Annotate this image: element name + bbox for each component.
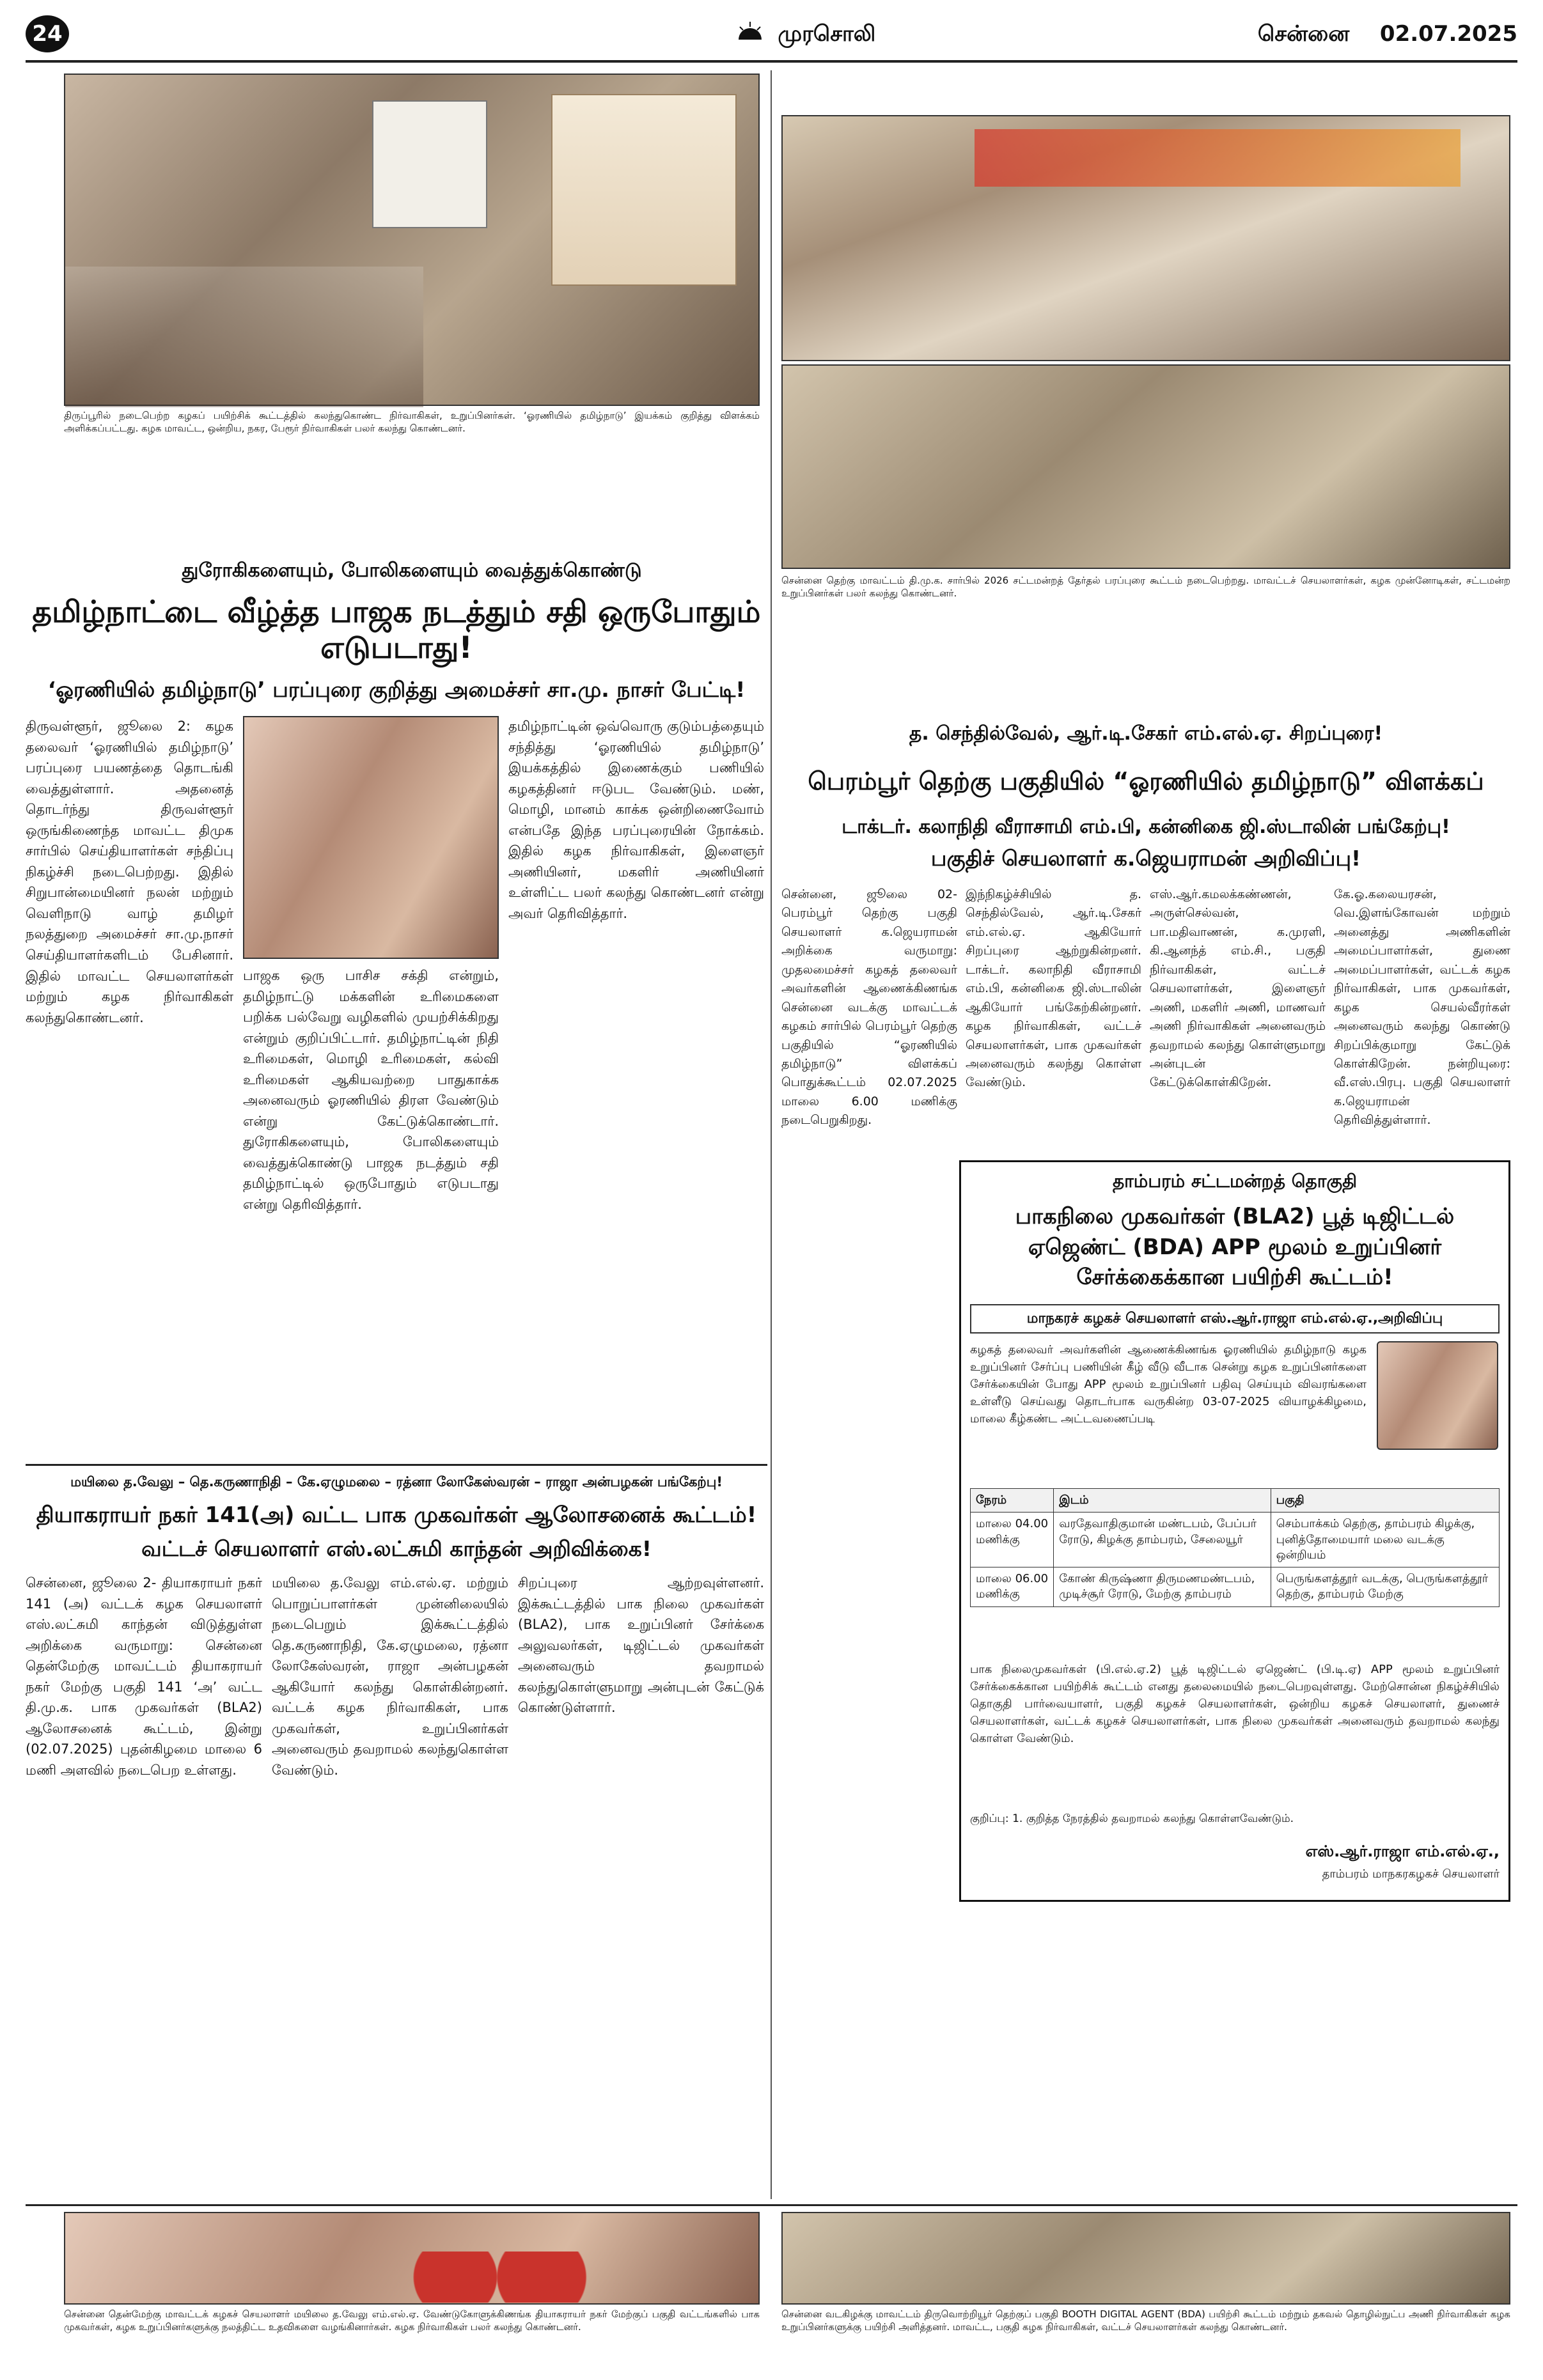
photo-caption-training: திருப்பூரில் நடைபெற்ற கழகப் பயிற்சிக் கூட்டத்தில் கலந்துகொண்ட நிர்வாகிகள், உறுப்பினர்கள். ‘ஓரணியில் தமிழ்நாடு’ இயக்கம் குறித்து விளக்கம் அளிக்கப்பட்டது. கழக மாவட்ட, ஒன்றிய, நகர, பேரூர் நிர்வாகிகள் பலர் கலந்து கொண்டனர். [64, 410, 760, 435]
schedule-table [970, 1488, 1500, 1607]
notice-section-title: தாம்பரம் சட்டமன்றத் தொகுதி [1112, 1171, 1358, 1192]
article-subhead2-perambur: பகுதிச் செயலாளர் க.ஜெயராமன் அறிவிப்பு! [930, 846, 1361, 871]
schedule-table-header [971, 1489, 1500, 1513]
article-body-nasar-col2: பாஜக ஒரு பாசிச சக்தி என்றும், தமிழ்நாட்டு மக்களின் உரிமைகளை பறிக்க பல்வேறு வழிகளில் முயற்சிக்கிறது என்றும் குறிப்பிட்டார். தமிழ்நாட்டின் நிதி உரிமைகள், மொழி உரிமைகள், கல்வி உரிமைகள் ஆகியவற்றை பாதுகாக்க அனைவரும் ஓரணியில் திரள வேண்டும் என்று கேட்டுக்கொண்டார். துரோகிகளையும், போலிகளையும் வைத்துக்கொண்டு பாஜக நடத்தும் சதி தமிழ்நாட்டில் ஒருபோதும் எடுபடாது என்று தெரிவித்தார். [243, 968, 499, 1213]
page-number-badge [26, 15, 69, 52]
cell-area: செம்பாக்கம் தெற்கு, தாம்பரம் கிழக்கு, புனித்தோமையார் மலை வடக்கு ஒன்றியம் [1271, 1513, 1499, 1567]
article-headline-thyagaraya: தியாகராயர் நகர் 141(அ) வட்ட பாக முகவர்கள் ஆலோசனைக் கூட்டம்! [36, 1502, 757, 1528]
bottom-section-rule [26, 2204, 1517, 2206]
photo-sr-raja [1377, 1341, 1498, 1450]
article-kicker-thyagaraya: மயிலை த.வேலு – தெ.கருணாநிதி – கே.ஏழுமலை – ரத்னா லோகேஸ்வரன் – ராஜா அன்பழகன் பங்கேற்பு! [70, 1474, 723, 1489]
schedule-table-wrap [970, 1488, 1500, 1654]
paper-logo [703, 15, 908, 52]
column-divider-top [771, 70, 772, 2199]
notice-note: குறிப்பு: 1. குறித்த நேரத்தில் தவறாமல் கலந்து கொள்ளவேண்டும். [970, 1812, 1294, 1825]
masthead-city-date [1198, 15, 1517, 52]
cell-time: மாலை 06.00 மணிக்கு [971, 1567, 1054, 1607]
article-headline-nasar: தமிழ்நாட்டை வீழ்த்த பாஜக நடத்தும் சதி ஒருபோதும் எடுபடாது! [32, 595, 761, 666]
col-header-time: நேரம் [971, 1489, 1054, 1513]
notice-body: பாக நிலைமுகவர்கள் (பி.எல்.ஏ.2) பூத் டிஜிட்டல் ஏஜெண்ட் (பி.டி.ஏ) APP மூலம் உறுப்பினர் சேர்க்கைக்கான பயிற்சிக் கூட்டம் எனது தலைமையில் நடைபெறவுள்ளது. மேற்சொன்ன நிகழ்ச்சியில் தொகுதி பார்வையாளர், பகுதி கழகச் செயலாளர்கள், ஒன்றிய கழகச் செயலாளர், துணைச் செயலாளர்கள், வட்டக் கழகச் செயலாளர்கள், பாக நிலை முகவர்கள் அனைவரும் தவறாமல் கலந்து கொள்ள வேண்டும். [970, 1663, 1500, 1745]
paper-name: முரசொலி [778, 21, 876, 47]
projector-screen [372, 100, 487, 228]
notice-box-tambaram [959, 1160, 1510, 1902]
stage-banner [551, 94, 737, 286]
masthead [26, 12, 1517, 58]
photo-caption-campaign: சென்னை தெற்கு மாவட்டம் தி.மு.க. சார்பில் 2026 சட்டமன்றத் தேர்தல் பரப்புரை கூட்டம் நடைபெற்றது. மாவட்டச் செயலாளர்கள், கழக முன்னோடிகள், சட்டமன்ற உறுப்பினர்கள் பலர் கலந்து கொண்டனர். [781, 575, 1510, 600]
article-headline-perambur: பெரம்பூர் தெற்கு பகுதியில் “ஓரணியில் தமிழ்நாடு” விளக்கப் [808, 767, 1484, 795]
notice-signature-title: தாம்பரம் மாநகரகழகச் செயலாளர் [1322, 1867, 1500, 1881]
article-body-thyagaraya-col2: மயிலை த.வேலு எம்.எல்.ஏ. மற்றும் பொறுப்பாளர்கள் முன்னிலையில் நடைபெறும் இக்கூட்டத்தில் தெ.கருணாநிதி, கே.ஏழுமலை, ரத்னா லோகேஸ்வரன், ராஜா அன்பழகன் ஆகியோர் கலந்து கொள்கின்றனர். வட்டக் கழக நிர்வாகிகள், பாக முகவர்கள், உறுப்பினர்கள் அனைவரும் தவறாமல் கலந்துகொள்ள வேண்டும். [272, 1575, 508, 1778]
page-number: 24 [32, 21, 63, 47]
table-row [971, 1567, 1500, 1607]
article-body-perambur-col4: கே.ஓ.கலையரசன், வெ.இளங்கோவன் மற்றும் அனைத்து அணிகளின் அமைப்பாளர்கள், துணை அமைப்பாளர்கள், வட்டக் கழக நிர்வாகிகள், பாக முகவர்கள், கழக செயல்வீரர்கள் அனைவரும் கலந்து கொண்டு சிறப்பிக்குமாறு கேட்டுக் கொள்கிறேன். நன்றியுரை: வீ.எஸ்.பிரபு. பகுதி செயலாளர் க.ஜெயராமன் தெரிவித்துள்ளார். [1334, 887, 1510, 1128]
photo-bottom-left [64, 2212, 760, 2305]
notice-signature: எஸ்.ஆர்.ராஜா எம்.எல்.ஏ., [1305, 1842, 1500, 1860]
article-body-perambur-col1: சென்னை, ஜூலை 02- பெரம்பூர் தெற்கு பகுதி செயலாளர் க.ஜெயராமன் அறிக்கை வருமாறு: முதலமைச்சர் கழகத் தலைவர் அவர்களின் ஆணைக்கிணங்க சென்னை வடக்கு மாவட்டக் கழகம் சார்பில் பெரம்பூர் தெற்கு பகுதியில் “ஓரணியில் தமிழ்நாடு” விளக்கப் பொதுக்கூட்டம் 02.07.2025 மாலை 6.00 மணிக்கு நடைபெறுகிறது. [781, 887, 957, 1128]
article-body-perambur-col3: எஸ்.ஆர்.கமலக்கண்ணன், அருள்செல்வன், பா.மதிவாணன், க.முரளி, கி.ஆனந்த் எம்.சி., பகுதி நிர்வாகிகள், வட்டச் செயலாளர்கள், இளைஞர் அணி, மகளிர் அணி, மாணவர் அணி நிர்வாகிகள் அனைவரும் தவறாமல் கலந்து கொள்ளுமாறு அன்புடன் கேட்டுக்கொள்கிறேன். [1150, 887, 1326, 1090]
photo-training-meeting [64, 74, 760, 406]
audience-area [65, 267, 423, 407]
cell-area: பெருங்களத்தூர் வடக்கு, பெருங்களத்தூர் தெற்கு, தாம்பரம் மேற்கு [1271, 1567, 1499, 1607]
article-subhead-perambur: டாக்டர். கலாநிதி வீராசாமி எம்.பி, கன்னிகை ஜி.ஸ்டாலின் பங்கேற்பு! [842, 816, 1450, 838]
cell-place: கோண் கிருஷ்ணா திருமணமண்டபம், முடிச்சூர் ரோடு, மேற்கு தாம்பரம் [1054, 1567, 1271, 1607]
article-body-perambur-col2: இந்நிகழ்ச்சியில் த. செந்தில்வேல், ஆர்.டி.சேகர் எம்.எல்.ஏ. ஆகியோர் சிறப்புரை ஆற்றுகின்றனர். டாக்டர். கலாநிதி வீராசாமி எம்.பி, கன்னிகை ஜி.ஸ்டாலின் ஆகியோர் பங்கேற்கின்றனர். கழக நிர்வாகிகள், வட்டச் செயலாளர்கள், பாக முகவர்கள் அனைவரும் கலந்து கொள்ள வேண்டும். [966, 887, 1141, 1090]
section-rule-left [26, 1464, 767, 1466]
cell-place: வரதேவாதிகுமான் மண்டபம், பேப்பர் ரோடு, கிழக்கு தாம்பரம், சேலையூர் [1054, 1513, 1271, 1567]
cell-time: மாலை 04.00 மணிக்கு [971, 1513, 1054, 1567]
photo-minister-press-meet [243, 716, 499, 959]
article-body-nasar-col1: திருவள்ளூர், ஜூலை 2: கழக தலைவர் ‘ஓரணியில் தமிழ்நாடு’ பரப்புரை பயணத்தை தொடங்கி வைத்துள்ளார். அதனைத் தொடர்ந்து திருவள்ளூர் ஒருங்கிணைந்த மாவட்ட திமுக சார்பில் செய்தியாளர்கள் சந்திப்பு நிகழ்ச்சி நடைபெற்றது. இதில் சிறுபான்மையினர் நலன் மற்றும் வெளிநாடு வாழ் தமிழர் நலத்துறை அமைச்சர் சா.மு.நாசர் செய்தியாளர்களிடம் பேசினார். இதில் மாவட்ட செயலாளர்கள் மற்றும் கழக நிர்வாகிகள் கலந்துகொண்டனர். [26, 719, 233, 1025]
notice-intro: கழகத் தலைவர் அவர்களின் ஆணைக்கிணங்க ஓரணியில் தமிழ்நாடு கழக உறுப்பினர் சேர்ப்பு பணியின் கீழ் வீடு வீடாக சென்று கழக உறுப்பினர்களை சேர்க்கையின் போது APP மூலம் உறுப்பினர் பதிவு செய்யும் விவரங்களை உள்ளீடு செய்வது தொடர்பாக வருகின்ற 03-07-2025 வியாழக்கிழமை, மாலை கீழ்கண்ட அட்டவணைப்படி [970, 1343, 1367, 1426]
masthead-rule [26, 60, 1517, 63]
notice-headline: பாகநிலை முகவர்கள் (BLA2) பூத் டிஜிட்டல் ஏஜெண்ட் (BDA) APP மூலம் உறுப்பினர் சேர்க்கைக்கான பயிற்சி கூட்டம்! [1015, 1204, 1455, 1291]
article-subhead-thyagaraya: வட்டச் செயலாளர் எஸ்.லட்சுமி காந்தன் அறிவிக்கை! [141, 1536, 652, 1561]
col-header-place: இடம் [1054, 1489, 1271, 1513]
photo-campaign-audience [781, 364, 1510, 569]
rising-sun-icon [736, 17, 764, 54]
city: சென்னை [1257, 21, 1350, 47]
photo-caption-bda-training: சென்னை வடகிழக்கு மாவட்டம் திருவொற்றியூர் தெற்குப் பகுதி BOOTH DIGITAL AGENT (BDA) பயிற்சி கூட்டம் மற்றும் தகவல் தொழில்நுட்ப அணி நிர்வாகிகள் கழக உறுப்பினர்களுக்கு பயிற்சி அளித்தனர். மாவட்ட, பகுதி கழக நிர்வாகிகள், வட்டச் செயலாளர்கள் கலந்து கொண்டனர். [781, 2308, 1510, 2333]
article-body-thyagaraya-col3: சிறப்புரை ஆற்றவுள்ளனர். இக்கூட்டத்தில் பாக நிலை முகவர்கள் (BLA2), பாக உறுப்பினர் சேர்க்கை அலுவலர்கள், டிஜிட்டல் முகவர்கள் அனைவரும் தவறாமல் கலந்துகொள்ளுமாறு அன்புடன் கேட்டுக் கொண்டுள்ளார். [518, 1575, 764, 1716]
article-kicker-nasar: துரோகிகளையும், போலிகளையும் வைத்துக்கொண்டு [182, 559, 642, 582]
article-body-nasar-col3: தமிழ்நாட்டின் ஒவ்வொரு குடும்பத்தையும் சந்தித்து ‘ஓரணியில் தமிழ்நாடு’ இயக்கத்தில் இணைக்கும் பணியில் கழகத்தினர் ஈடுபட வேண்டும். மண், மொழி, மானம் காக்க ஒன்றிணைவோம் என்பதே இந்த பரப்புரையின் நோக்கம். இதில் கழக நிர்வாகிகள், இளைஞர் அணியினர், மகளிர் அணியினர் உள்ளிட்ட பலர் கலந்து கொண்டனர் என்று அவர் தெரிவித்தார். [508, 719, 764, 921]
article-body-thyagaraya-col1: சென்னை, ஜூலை 2- தியாகராயர் நகர் 141 (அ) வட்டக் கழக செயலாளர் எஸ்.லட்சுமி காந்தன் விடுத்துள்ள அறிக்கை வருமாறு: சென்னை தென்மேற்கு மாவட்டம் தியாகராயர் நகர் மேற்கு பகுதி 141 ‘அ’ வட்ட தி.மு.க. பாக முகவர்கள் (BLA2) ஆலோசனைக் கூட்டம், இன்று (02.07.2025) புதன்கிழமை மாலை 6 மணி அளவில் நடைபெற உள்ளது. [26, 1575, 262, 1778]
photo-bottom-right [781, 2212, 1510, 2305]
col-header-area: பகுதி [1271, 1489, 1499, 1513]
campaign-banner [975, 129, 1461, 187]
table-row [971, 1513, 1500, 1567]
notice-subhead: மாநகரச் கழகச் செயலாளர் எஸ்.ஆர்.ராஜா எம்.எல்.ஏ.,அறிவிப்பு [970, 1304, 1500, 1334]
photo-campaign-launch [781, 115, 1510, 361]
photo-caption-welfare: சென்னை தென்மேற்கு மாவட்டக் கழகச் செயலாளர் மயிலை த.வேலு எம்.எல்.ஏ. வேண்டுகோளுக்கிணங்க தியாகராயர் நகர் மேற்குப் பகுதி வட்டங்களில் பாக முகவர்கள், கழக உறுப்பினர்களுக்கு நலத்திட்ட உதவிகளை வழங்கினார்கள். கழக நிர்வாகிகள் பலர் கலந்து கொண்டனர். [64, 2308, 760, 2333]
article-kicker-perambur: த. செந்தில்வேல், ஆர்.டி.சேகர் எம்.எல்.ஏ. சிறப்புரை! [909, 722, 1383, 745]
article-subhead-nasar: ‘ஓரணியில் தமிழ்நாடு’ பரப்புரை குறித்து அமைச்சர் சா.மு. நாசர் பேட்டி! [47, 677, 746, 702]
issue-date: 02.07.2025 [1379, 21, 1517, 47]
red-tubs [398, 2252, 590, 2303]
